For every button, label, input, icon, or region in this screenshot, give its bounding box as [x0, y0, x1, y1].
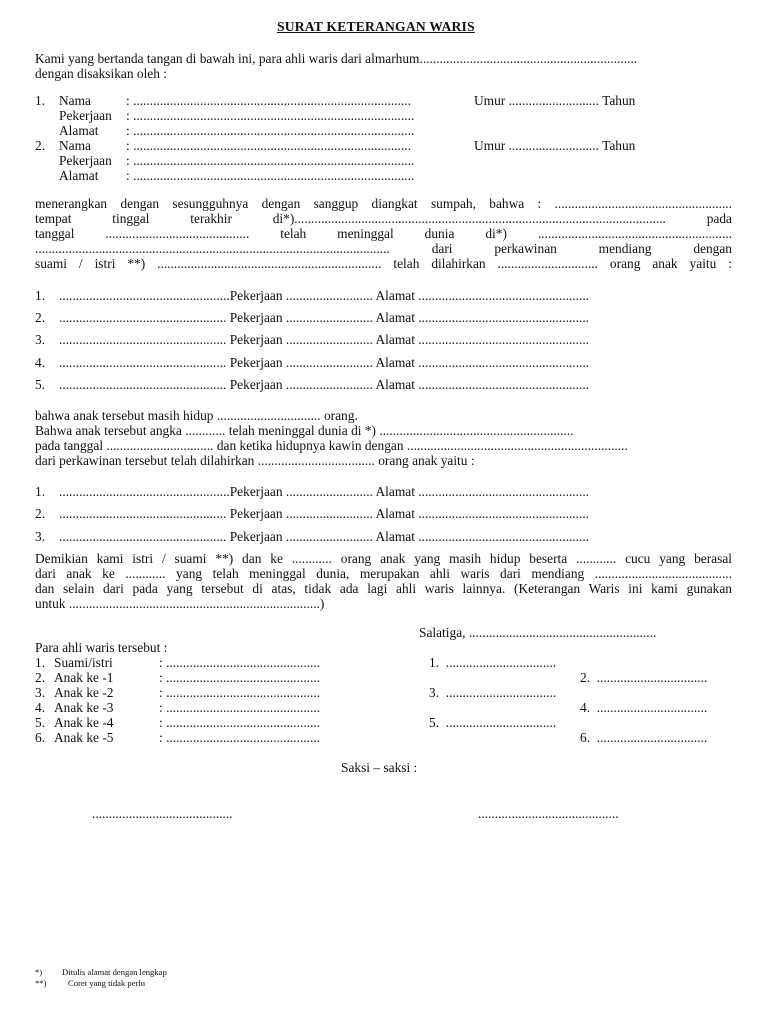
living-line-4: dari perkawinan tersebut telah dilahirkan ................................... orang anak yaitu : [35, 453, 475, 468]
person-number: 1. [35, 93, 46, 108]
child-3-number: 3. [35, 332, 46, 347]
witness-signature-left[interactable]: .......................................... [92, 806, 233, 821]
signature-line-4[interactable]: 4. ................................. [580, 700, 708, 715]
pekerjaan-label: Pekerjaan [59, 108, 112, 123]
child-3-entry[interactable]: .................................................. Pekerjaan .......................... Alamat ................................................... [59, 332, 590, 347]
heir-row-label: Anak ke -3 [54, 700, 114, 715]
nama-label: Nama [59, 138, 91, 153]
nama-field[interactable]: : ................................................................................... [126, 138, 411, 153]
signature-line-3[interactable]: 3. ................................. [429, 685, 557, 700]
nama-field[interactable]: : ................................................................................... [126, 93, 411, 108]
closing-line-4: untuk ...........................................................................) [35, 596, 325, 611]
heir-row-field[interactable]: : .............................................. [159, 730, 321, 745]
pekerjaan-field[interactable]: : .................................................................................... [126, 108, 415, 123]
alamat-field[interactable]: : .................................................................................... [126, 123, 415, 138]
signature-line-5[interactable]: 5. ................................. [429, 715, 557, 730]
living-line-3: pada tanggal ................................ dan ketika hidupnya kawin dengan .................................................................. [35, 438, 628, 453]
statement-line-5: suami / istri **) ................................................................... telah dilahirkan .............................. orang anak yaitu : [35, 256, 732, 271]
signature-line-6[interactable]: 6. ................................. [580, 730, 708, 745]
witnesses-heading: Saksi – saksi : [341, 760, 418, 775]
person-number: 2. [35, 138, 46, 153]
statement-line-3: tanggal ........................................... telah meninggal dunia di*) .......................................................... [35, 226, 732, 241]
alamat-label: Alamat [59, 168, 99, 183]
statement-line-1: menerangkan dengan sesungguhnya dengan sanggup diangkat sumpah, bahwa : ..................................................... [35, 196, 732, 211]
heir-row-label: Anak ke -5 [54, 730, 114, 745]
heir-row-number: 3. [35, 685, 46, 700]
heir-row-number: 4. [35, 700, 46, 715]
closing-line-1: Demikian kami istri / suami **) dan ke ............ orang anak yang masih hidup beserta ............ cucu yang berasal [35, 551, 732, 566]
child-4-number: 4. [35, 355, 46, 370]
intro-line-2: dengan disaksikan oleh : [35, 66, 168, 81]
footnote-mark: **) [35, 978, 47, 988]
heir-row-label: Anak ke -4 [54, 715, 114, 730]
child-1-entry[interactable]: ...................................................Pekerjaan .......................... Alamat ................................................... [59, 288, 590, 303]
child-4-entry[interactable]: .................................................. Pekerjaan .......................... Alamat ................................................... [59, 355, 590, 370]
heir-row-field[interactable]: : .............................................. [159, 670, 321, 685]
grandchild-2-number: 2. [35, 506, 46, 521]
living-line-1: bahwa anak tersebut masih hidup ............................... orang. [35, 408, 358, 423]
umur-field[interactable]: Umur ........................... Tahun [474, 138, 636, 153]
footnote-text: Coret yang tidak perlu [68, 978, 146, 988]
heir-row-label: Anak ke -2 [54, 685, 114, 700]
footnote-mark: *) [35, 967, 43, 977]
grandchild-2-entry[interactable]: .................................................. Pekerjaan .......................... Alamat ................................................... [59, 506, 590, 521]
document-title: SURAT KETERANGAN WARIS [277, 19, 475, 34]
child-5-number: 5. [35, 377, 46, 392]
signature-line-1[interactable]: 1. ................................. [429, 655, 557, 670]
alamat-field[interactable]: : .................................................................................... [126, 168, 415, 183]
witness-signature-right[interactable]: .......................................... [478, 806, 619, 821]
child-2-number: 2. [35, 310, 46, 325]
child-1-number: 1. [35, 288, 46, 303]
grandchild-1-entry[interactable]: ...................................................Pekerjaan .......................... Alamat ................................................... [59, 484, 590, 499]
umur-field[interactable]: Umur ........................... Tahun [474, 93, 636, 108]
living-line-2: Bahwa anak tersebut angka ............ telah meninggal dunia di *) .......................................................... [35, 423, 574, 438]
heirs-heading: Para ahli waris tersebut : [35, 640, 168, 655]
pekerjaan-field[interactable]: : .................................................................................... [126, 153, 415, 168]
heir-row-number: 5. [35, 715, 46, 730]
alamat-label: Alamat [59, 123, 99, 138]
place-date: Salatiga, ........................................................ [419, 625, 657, 640]
child-5-entry[interactable]: .................................................. Pekerjaan .......................... Alamat ................................................... [59, 377, 590, 392]
child-2-entry[interactable]: .................................................. Pekerjaan .......................... Alamat ................................................... [59, 310, 590, 325]
signature-line-2[interactable]: 2. ................................. [580, 670, 708, 685]
closing-line-3: dan selain dari pada yang tersebut di atas, tidak ada lagi ahli waris lainnya. (Keterangan Waris ini kami gunakan [35, 581, 732, 596]
heir-row-number: 1. [35, 655, 46, 670]
nama-label: Nama [59, 93, 91, 108]
closing-line-2: dari anak ke ............ yang telah meninggal dunia, merupakan ahli waris dari mendiang ......................................... [35, 566, 732, 581]
grandchild-3-entry[interactable]: .................................................. Pekerjaan .......................... Alamat ................................................... [59, 529, 590, 544]
heir-row-label: Anak ke -1 [54, 670, 114, 685]
heir-row-number: 2. [35, 670, 46, 685]
heir-row-field[interactable]: : .............................................. [159, 715, 321, 730]
heir-row-field[interactable]: : .............................................. [159, 655, 321, 670]
heir-row-number: 6. [35, 730, 46, 745]
heir-row-field[interactable]: : .............................................. [159, 700, 321, 715]
grandchild-3-number: 3. [35, 529, 46, 544]
footnote-text: Ditulis alamat dengan lengkap [62, 967, 167, 977]
intro-line-1: Kami yang bertanda tangan di bawah ini, para ahli waris dari almarhum................................................................. [35, 51, 638, 66]
statement-line-2: tempat tinggal terakhir di*)............................................................................................................... pada [35, 211, 732, 226]
statement-line-4: .......................................................................................................... dari perkawinan mendiang dengan [35, 241, 732, 256]
pekerjaan-label: Pekerjaan [59, 153, 112, 168]
heir-row-field[interactable]: : .............................................. [159, 685, 321, 700]
grandchild-1-number: 1. [35, 484, 46, 499]
heir-row-label: Suami/istri [54, 655, 113, 670]
